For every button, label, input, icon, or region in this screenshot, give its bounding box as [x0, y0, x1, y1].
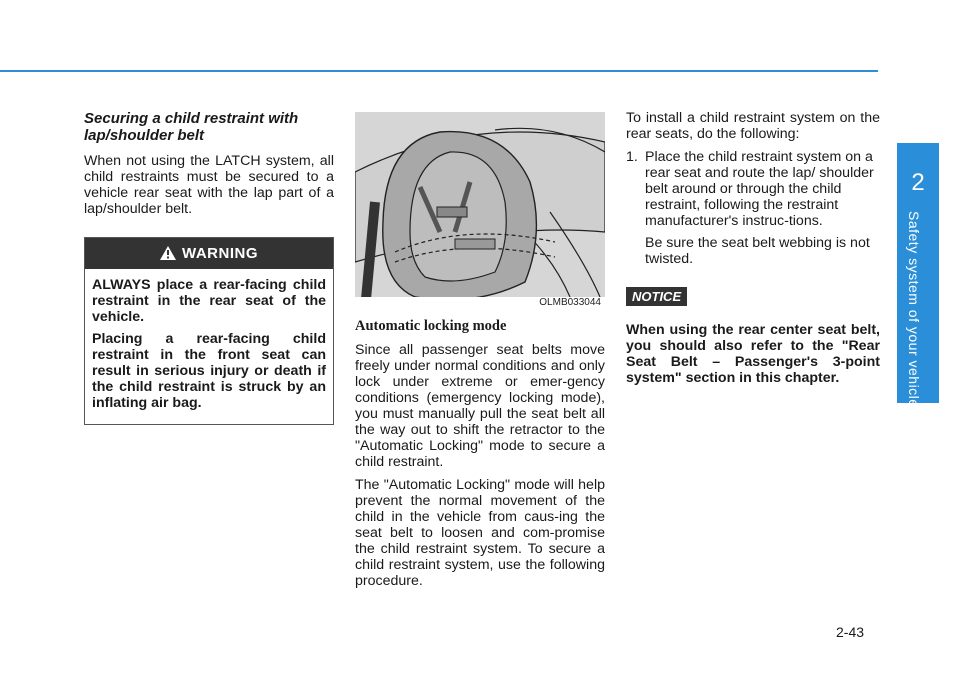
step-subnote: Be sure the seat belt webbing is not twisted. [645, 235, 870, 267]
notice-badge: NOTICE [626, 287, 687, 306]
step-number: 1. [626, 149, 638, 165]
figure-code: OLMB033044 [539, 297, 601, 308]
warning-text-2: Placing a rear-facing child restraint in the front seat can result in serious injury or death if the child restraint is struck by an inflating air bag. [92, 331, 326, 411]
child-seat-illustration [355, 112, 605, 310]
step-list [626, 149, 880, 267]
chapter-number: 2 [911, 169, 925, 196]
subsection-heading: Automatic locking mode [355, 318, 507, 334]
body-paragraph-2: The "Automatic Locking" mode will help prevent the normal movement of the child in the vehicle from caus-ing the seat belt to loosen and com-promise the child restraint system. To secure a child restraint system, use the following procedure. [355, 477, 605, 589]
column-1 [84, 110, 334, 425]
step-text: Place the child restraint system on a rear seat and route the lap/ shoulder belt around or through the child restraint, following the restraint manufacturer's instruc-tions. [645, 149, 874, 229]
page-number: 2-43 [836, 624, 865, 640]
warning-body [85, 269, 333, 424]
section-title: Securing a child restraint with lap/shoulder belt [84, 110, 299, 144]
column-2 [355, 112, 605, 596]
warning-text-1: ALWAYS place a rear-facing child restraint in the rear seat of the vehicle. [92, 277, 326, 325]
chapter-label: Safety system of your vehicle [906, 211, 922, 408]
body-paragraph-1: Since all passenger seat belts move freely under normal conditions and only lock under extreme or emer-gency conditions (emergency locking mode), you must manually pull the seat belt all the way out to shift the retractor to the "Automatic Locking" mode to secure a child restraint. [355, 342, 605, 470]
warning-header [85, 238, 333, 269]
intro-paragraph: To install a child restraint system on the rear seats, do the following: [626, 110, 880, 142]
body-paragraph: When not using the LATCH system, all child restraints must be secured to a vehicle rear seat with the lap part of a lap/shoulder belt. [84, 153, 334, 217]
chapter-tab [897, 143, 939, 408]
notice-text: When using the rear center seat belt, you should also refer to the "Rear Seat Belt – Passenger's 3-point system" section in this chapter. [626, 322, 880, 386]
step-item [626, 149, 880, 229]
warning-triangle-icon [160, 240, 176, 271]
warning-box [84, 237, 334, 425]
warning-label: WARNING [182, 245, 258, 262]
column-3 [626, 110, 880, 386]
child-seat-drawing [355, 112, 605, 310]
top-rule [0, 70, 878, 72]
